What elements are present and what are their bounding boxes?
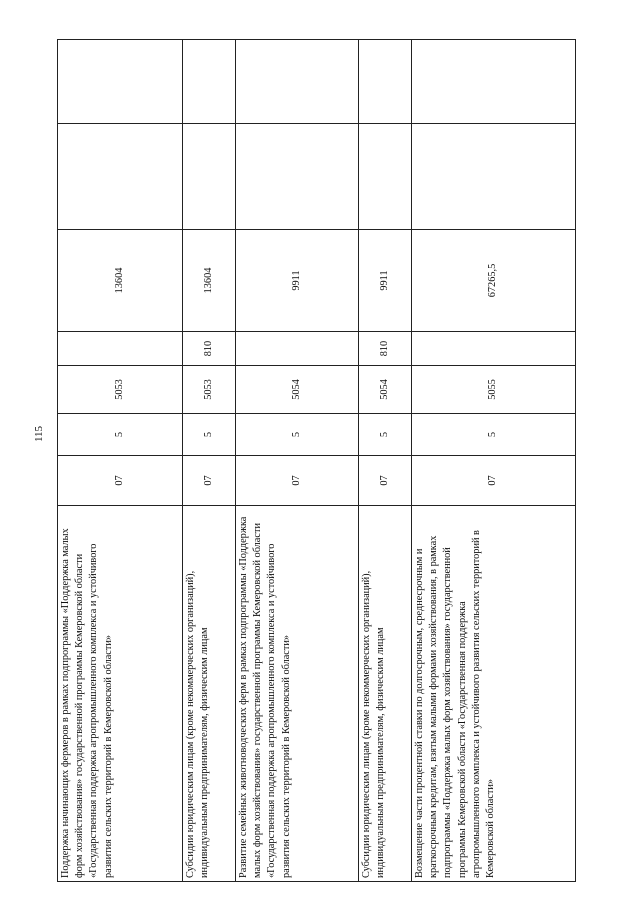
table-row [412, 40, 576, 882]
expense-type-code [236, 332, 359, 366]
amount-cell: 13604 [58, 230, 183, 332]
subsection-code: 5 [412, 414, 576, 456]
amount-cell-2 [236, 124, 359, 230]
expense-type-code [58, 332, 183, 366]
amount-cell: 9911 [359, 230, 412, 332]
subsection-code: 5 [236, 414, 359, 456]
row-description: Субсидии юридическим лицам (кроме некоммерческих организаций), индивидуальным предпринимателям, физическим лицам [359, 506, 412, 882]
target-code: 5054 [359, 366, 412, 414]
section-code: 07 [183, 456, 236, 506]
section-code: 07 [236, 456, 359, 506]
amount-cell-3 [359, 40, 412, 124]
table-row [236, 40, 359, 882]
amount-cell-3 [183, 40, 236, 124]
expense-type-code [412, 332, 576, 366]
row-description: Возмещение части процентной ставки по долгосрочным, среднесрочным и краткосрочным кредитам, взятым малыми формами хозяйствования, в рамках подпрограммы «Поддержка малых форм хозяйствования» государственной программы Кемеровской области «Государственная поддержка агропромышленного комплекса и устойчивого развития сельских территорий в Кемеровской области» [412, 506, 576, 882]
target-code: 5053 [58, 366, 183, 414]
subsection-code: 5 [58, 414, 183, 456]
amount-cell-2 [412, 124, 576, 230]
subsection-code: 5 [183, 414, 236, 456]
target-code: 5055 [412, 366, 576, 414]
budget-table [57, 39, 576, 882]
table-row [58, 40, 183, 882]
row-description: Субсидии юридическим лицам (кроме некоммерческих организаций), индивидуальным предпринимателям, физическим лицам [183, 506, 236, 882]
amount-cell-2 [359, 124, 412, 230]
target-code: 5053 [183, 366, 236, 414]
row-description: Поддержка начинающих фермеров в рамках подпрограммы «Поддержка малых форм хозяйствования» государственной программы Кемеровской области «Государственная поддержка агропромышленного комплекса и устойчивого развития сельских территорий в Кемеровской области» [58, 506, 183, 882]
section-code: 07 [412, 456, 576, 506]
page-number: 115 [33, 425, 45, 443]
expense-type-code: 810 [359, 332, 412, 366]
amount-cell-3 [412, 40, 576, 124]
subsection-code: 5 [359, 414, 412, 456]
row-description: Развитие семейных животноводческих ферм в рамках подпрограммы «Поддержка малых форм хозяйствования» государственной программы Кемеровской области «Государственная поддержка агропромышленного комплекса и устойчивого развития сельских территорий в Кемеровской области» [236, 506, 359, 882]
amount-cell-2 [183, 124, 236, 230]
table-area [57, 40, 575, 882]
amount-cell-2 [58, 124, 183, 230]
amount-cell: 9911 [236, 230, 359, 332]
amount-cell: 13604 [183, 230, 236, 332]
amount-cell-3 [58, 40, 183, 124]
section-code: 07 [58, 456, 183, 506]
section-code: 07 [359, 456, 412, 506]
table-row [359, 40, 412, 882]
amount-cell: 67265,5 [412, 230, 576, 332]
target-code: 5054 [236, 366, 359, 414]
rotated-page-content [57, 40, 575, 882]
amount-cell-3 [236, 40, 359, 124]
table-row [183, 40, 236, 882]
expense-type-code: 810 [183, 332, 236, 366]
